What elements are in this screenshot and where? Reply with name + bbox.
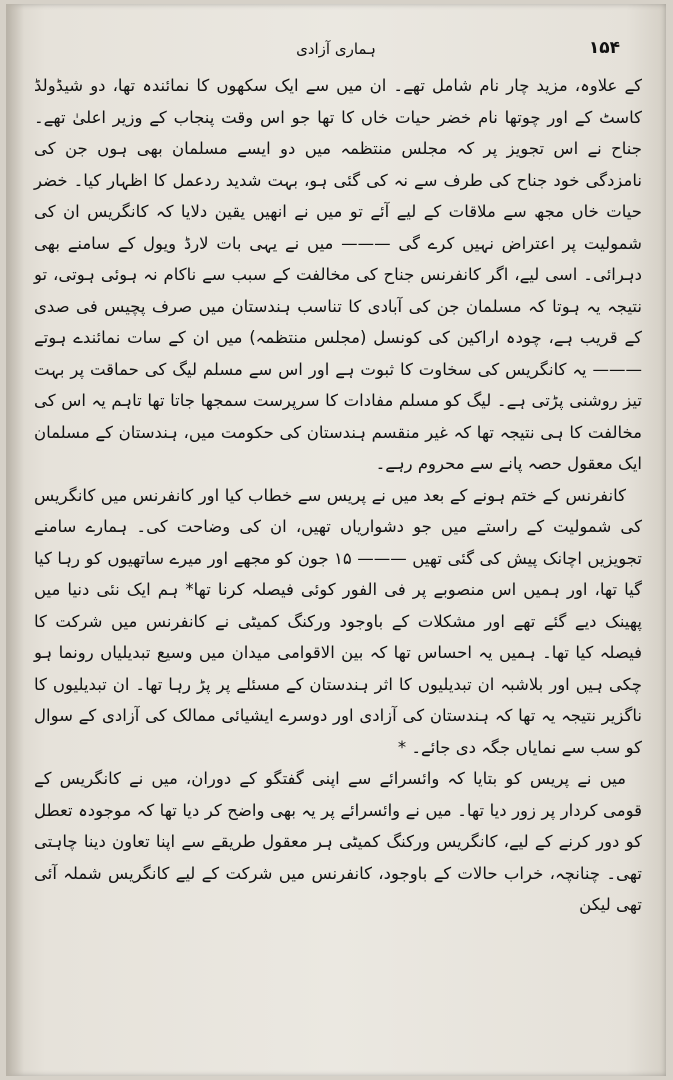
running-title: ہماری آزادی (296, 40, 376, 58)
paragraph: کے علاوہ، مزید چار نام شامل تھے۔ ان میں سے ایک سکھوں کا نمائندہ تھا، دو شیڈولڈ کاسٹ کے اور چوتھا نام خضر حیات خاں کا تھا جو اس وقت پنجاب کے وزیر اعلیٰ تھے۔ جناح نے اس تجویز پر کہ مجلس منتظمہ میں دو ایسے مسلمان بھی ہوں جن کی نامزدگی خود جناح کی طرف سے نہ کی گئی ہو، بہت شدید ردعمل کا اظہار کیا۔ خضر حیات خاں مجھ سے ملاقات کے لیے آئے تو میں نے انھیں یقین دلایا کہ کانگریس ان کی شمولیت پر اعتراض نہیں کرے گی ——— میں نے یہی بات لارڈ ویول کے سامنے بھی دہرائی۔ اسی لیے، اگر کانفرنس جناح کی مخالفت کے سبب سے ناکام نہ ہوئی ہوتی، تو نتیجہ یہ ہوتا کہ مسلمان جن کی آبادی کا تناسب ہندستان میں صرف پچیس فی صدی کے قریب ہے، چودہ اراکین کی کونسل (مجلس منتظمہ) میں ان کے سات نمائندے ہوتے ——— یہ کانگریس کی سخاوت کا ثبوت ہے اور اس سے مسلم لیگ کی حماقت پر بہت تیز روشنی پڑتی ہے۔ لیگ کو مسلم مفادات کا سرپرست سمجھا جاتا تھا تاہم یہ اس کی مخالفت کا ہی نتیجہ تھا کہ غیر منقسم ہندستان کی حکومت میں، ہندستان کے مسلمان ایک معقول حصہ پانے سے محروم رہے۔ (34, 76, 642, 473)
page-spine-shadow (6, 4, 24, 1076)
paragraph: میں نے پریس کو بتایا کہ وائسرائے سے اپنی گفتگو کے دوران، میں نے کانگریس کے قومی کردار پر زور دیا تھا۔ میں نے وائسرائے پر یہ بھی واضح کر دیا تھا کہ موجودہ تعطل کو دور کرنے کے لیے، کانگریس ورکنگ کمیٹی ہر معقول طریقے سے اپنا تعاون دینا چاہتی تھی۔ چنانچہ، خراب حالات کے باوجود، کانفرنس میں شرکت کے لیے کانگریس شملہ آئی تھی لیکن (34, 769, 642, 914)
page-number: ۱۵۴ (588, 38, 620, 58)
paragraph: کانفرنس کے ختم ہونے کے بعد میں نے پریس سے خطاب کیا اور کانفرنس میں کانگریس کی شمولیت کے راستے میں جو دشواریاں تھیں، ان کی وضاحت کی۔ ہمارے سامنے تجویزیں اچانک پیش کی گئی تھیں ——— ۱۵ جون کو مجھے اور میرے ساتھیوں کو رہا کیا گیا تھا، اور ہمیں اس منصوبے پر فی الفور کوئی فیصلہ کرنا تھا* ہم ایک نئی دنیا میں پھینک دیے گئے تھے اور مشکلات کے باوجود ورکنگ کمیٹی نے کانفرنس میں شرکت کا فیصلہ کیا تھا۔ ہمیں یہ احساس تھا کہ بین الاقوامی میدان میں وسیع تبدیلیاں رونما ہو چکی ہیں اور بلاشبہ ان تبدیلیوں کا اثر ہندستان کے مسئلے پر پڑ رہا تھا۔ ان تبدیلیوں کا ناگزیر نتیجہ یہ تھا کہ ہندستان کی آزادی اور دوسرے ایشیائی ممالک کی آزادی کے سوال کو سب سے نمایاں جگہ دی جائے۔ * (34, 485, 643, 757)
page-header (26, 38, 646, 68)
body-text (34, 70, 642, 921)
book-page (6, 4, 666, 1076)
